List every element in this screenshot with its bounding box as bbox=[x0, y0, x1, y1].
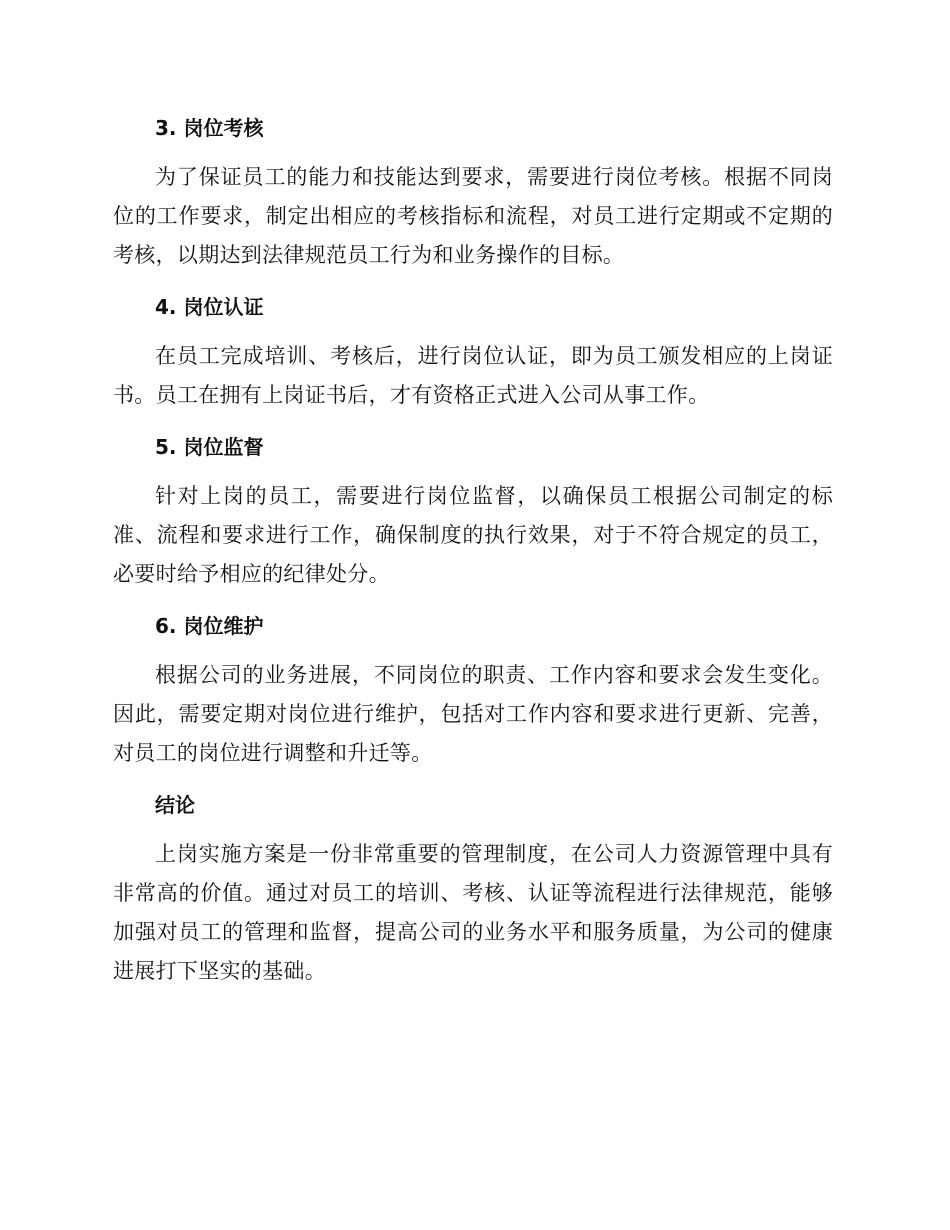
section-paragraph-conclusion: 上岗实施方案是一份非常重要的管理制度，在公司人力资源管理中具有非常高的价值。通过对员工的培训、考核、认证等流程进行法律规范，能够加强对员工的管理和监督，提高公司的业务水平和服务质量，为公司的健康进展打下坚实的基础。 bbox=[113, 842, 833, 983]
section-heading-maintenance: 6. 岗位维护 bbox=[155, 614, 264, 638]
section-heading-assessment: 3. 岗位考核 bbox=[155, 116, 264, 140]
section-paragraph-assessment: 为了保证员工的能力和技能达到要求，需要进行岗位考核。根据不同岗位的工作要求，制定出相应的考核指标和流程，对员工进行定期或不定期的考核，以期达到法律规范员工行为和业务操作的目标。 bbox=[113, 165, 833, 267]
section-paragraph-maintenance: 根据公司的业务进展，不同岗位的职责、工作内容和要求会发生变化。因此，需要定期对岗位进行维护，包括对工作内容和要求进行更新、完善，对员工的岗位进行调整和升迁等。 bbox=[113, 663, 833, 765]
section-heading-conclusion: 结论 bbox=[155, 793, 195, 817]
section-paragraph-certification: 在员工完成培训、考核后，进行岗位认证，即为员工颁发相应的上岗证书。员工在拥有上岗证书后，才有资格正式进入公司从事工作。 bbox=[113, 344, 833, 407]
section-heading-certification: 4. 岗位认证 bbox=[155, 295, 264, 319]
section-heading-supervision: 5. 岗位监督 bbox=[155, 435, 264, 459]
document-body bbox=[113, 111, 833, 991]
section-paragraph-supervision: 针对上岗的员工，需要进行岗位监督，以确保员工根据公司制定的标准、流程和要求进行工作，确保制度的执行效果，对于不符合规定的员工，必要时给予相应的纪律处分。 bbox=[113, 484, 833, 586]
